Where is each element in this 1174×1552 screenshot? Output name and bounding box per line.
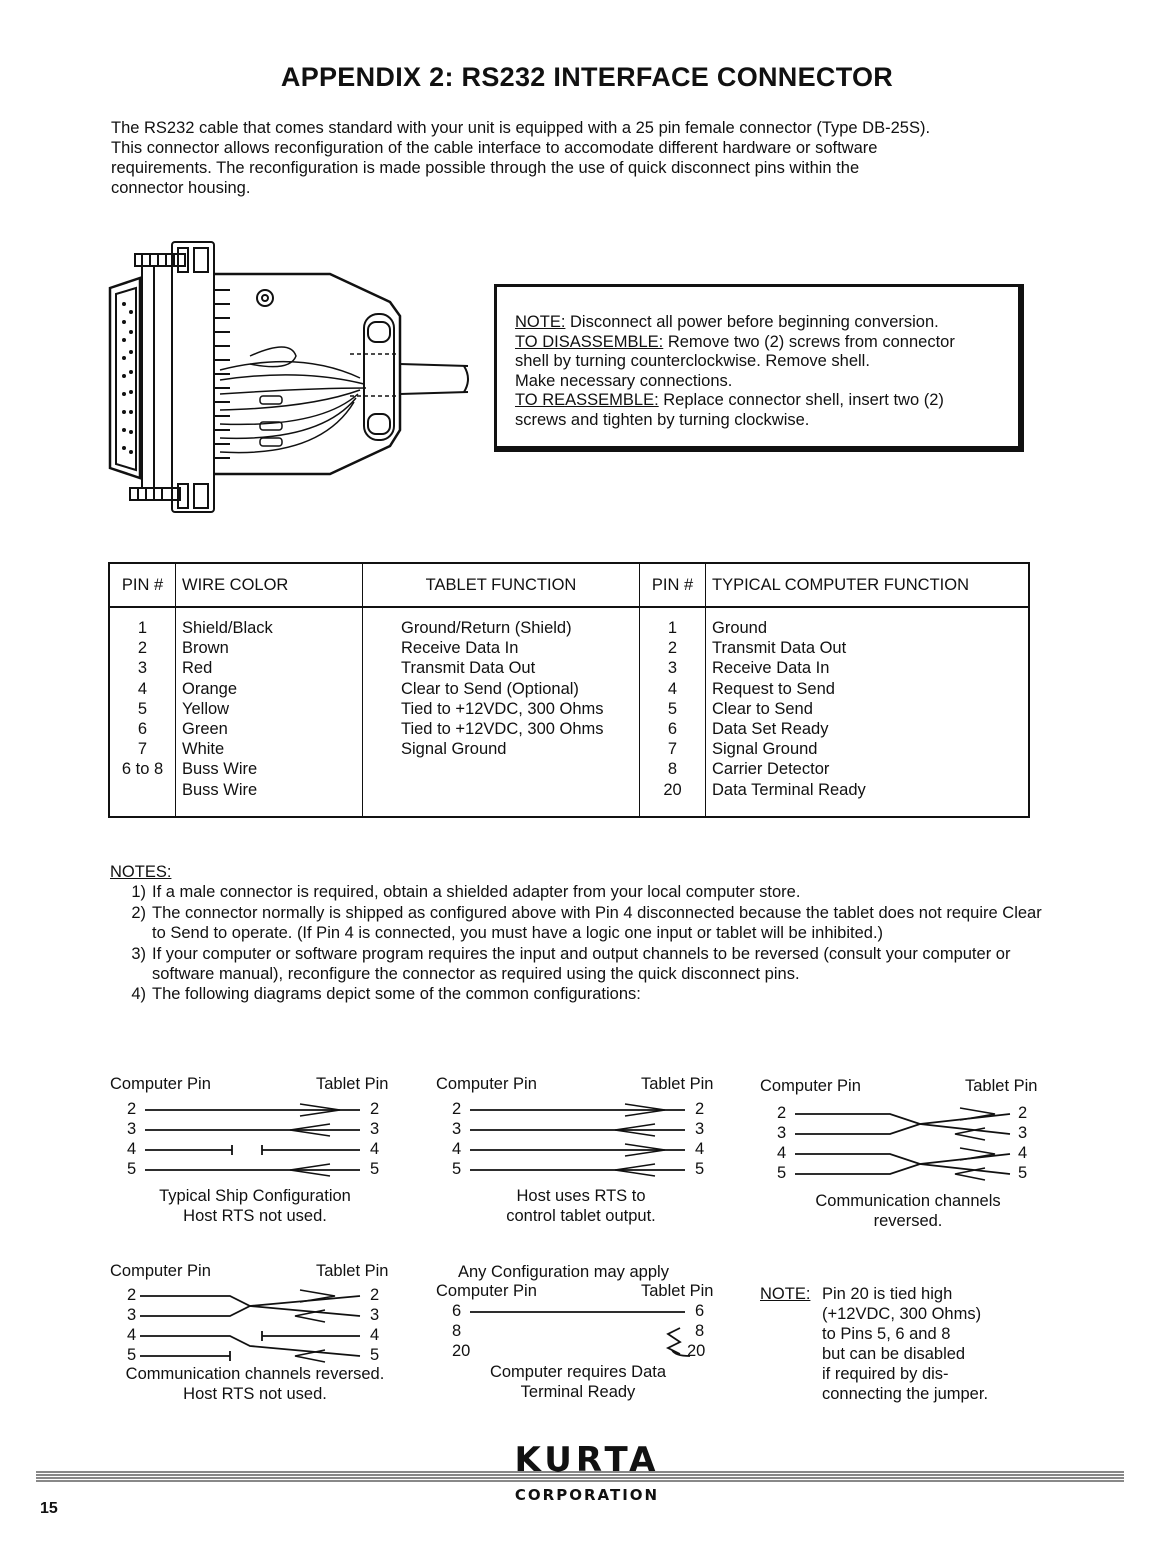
cpin-cell: 7 (667, 740, 678, 759)
pin-number: 5 (695, 1160, 705, 1178)
note-text: Replace connector shell, insert two (2) (658, 391, 944, 409)
computer-cell: Transmit Data Out (712, 639, 847, 658)
pin-cell: 7 (137, 740, 148, 759)
diagram-caption (100, 1364, 410, 1404)
pin-number: 4 (127, 1140, 137, 1158)
computer-pin-label: Computer Pin (110, 1075, 211, 1093)
note-item (108, 903, 1058, 944)
pin-number: 2 (127, 1100, 137, 1118)
pin-cell: 6 to 8 (121, 760, 164, 779)
pin-number: 2 (370, 1100, 380, 1118)
pin-cell: 1 (137, 619, 148, 637)
note-number: 1) (131, 883, 146, 902)
caption-line: Host RTS not used. (183, 1385, 327, 1403)
pin-number: 8 (452, 1322, 462, 1340)
wire-color-column (176, 607, 363, 817)
computer-cell: Clear to Send (712, 699, 813, 718)
computer-function-column (706, 607, 1030, 817)
note-line: screws and tighten by turning clockwise. (515, 410, 810, 429)
pin-number: 3 (370, 1120, 380, 1138)
pin-number: 5 (777, 1164, 787, 1182)
caption-line: Communication channels (815, 1192, 1001, 1210)
computer-pin-label: Computer Pin (436, 1282, 537, 1300)
note-label: NOTE: (515, 313, 566, 331)
note-number: 2) (131, 903, 146, 922)
tablet-pin-label: Tablet Pin (316, 1075, 389, 1093)
computer-cell: Data Terminal Ready (712, 780, 866, 799)
caption-line: Host uses RTS to (516, 1187, 646, 1205)
disassembly-note-box (494, 284, 1024, 452)
tablet-cell: Tied to +12VDC, 300 Ohms (401, 699, 604, 718)
header-wire-color: WIRE COLOR (176, 563, 363, 607)
notes-section (108, 862, 1058, 1005)
intro-line: connector housing. (111, 179, 251, 197)
note-line: but can be disabled (822, 1345, 966, 1363)
caption-line: control tablet output. (506, 1207, 656, 1225)
diagram-caption (760, 1191, 1056, 1231)
note-line: Make necessary connections. (515, 371, 733, 390)
pin-number: 3 (452, 1120, 462, 1138)
caption-line: Terminal Ready (520, 1383, 636, 1401)
tablet-cell: Signal Ground (401, 740, 507, 759)
note-text: Remove two (2) screws from connector (663, 332, 955, 351)
pin-number: 8 (695, 1322, 705, 1340)
diagram-caption (436, 1186, 726, 1226)
tablet-function-column (363, 607, 640, 817)
intro-line: The RS232 cable that comes standard with your unit is equipped with a 25 pin female connector (Type DB-25S). (111, 119, 931, 137)
caption-line: reversed. (873, 1212, 943, 1230)
pin-assignment-table (108, 562, 1030, 818)
note-line: (+12VDC, 300 Ohms) (822, 1305, 982, 1323)
pin-number: 4 (370, 1326, 380, 1344)
caption-line: Computer requires Data (489, 1363, 667, 1381)
pin-number: 5 (370, 1160, 380, 1178)
note-line: connecting the jumper. (822, 1385, 989, 1403)
page-title: APPENDIX 2: RS232 INTERFACE CONNECTOR (280, 62, 894, 92)
pin-number: 2 (1018, 1104, 1028, 1122)
cpin-cell: 5 (667, 699, 678, 718)
note-line: shell by turning counterclockwise. Remove shell. (515, 352, 870, 370)
pin-number: 20 (452, 1342, 471, 1360)
pin-number: 20 (687, 1342, 706, 1360)
note-line: to Pins 5, 6 and 8 (822, 1325, 951, 1343)
notes-heading: NOTES: (110, 863, 172, 881)
caption-line: Host RTS not used. (183, 1207, 327, 1225)
pin-cell: 2 (137, 639, 148, 658)
note-item (108, 944, 1058, 985)
computer-cell: Signal Ground (712, 740, 818, 759)
header-computer-function: TYPICAL COMPUTER FUNCTION (706, 563, 1030, 607)
header-pin: PIN # (109, 563, 176, 607)
intro-paragraph (111, 118, 1071, 198)
wire-cell: Red (182, 659, 213, 678)
any-config-label: Any Configuration may apply (458, 1263, 669, 1281)
pin-number: 4 (370, 1140, 380, 1158)
pin-number: 5 (127, 1160, 137, 1178)
note-text: Disconnect all power before beginning conversion. (565, 313, 939, 331)
tablet-pin-label: Tablet Pin (965, 1077, 1038, 1095)
wire-cell: Orange (182, 679, 238, 698)
pin-number: 3 (1018, 1124, 1028, 1142)
note-text: If a male connector is required, obtain a shielded adapter from your local computer store. (152, 883, 801, 902)
wire-cell: Buss Wire (182, 760, 258, 779)
pin-cell: 6 (137, 720, 148, 739)
cpin-cell: 2 (667, 639, 678, 658)
pin-number: 4 (452, 1140, 462, 1158)
diagram-caption (110, 1186, 400, 1226)
note-line (515, 333, 1018, 353)
wire-cell: White (182, 740, 225, 759)
note-line: if required by dis- (822, 1365, 949, 1383)
tablet-cell: Receive Data In (401, 639, 519, 658)
note-item (108, 984, 1058, 1004)
computer-cell: Data Set Ready (712, 720, 829, 739)
note-text: The connector normally is shipped as configured above with Pin 4 disconnected because the tablet does not require Clear to Send to operate. (If Pin 4 is connected, you must have a logic one input or tablet will be inhibited.) (152, 903, 1042, 943)
pin-number: 4 (127, 1326, 137, 1344)
tablet-pin-label: Tablet Pin (316, 1262, 389, 1280)
pin-number: 3 (127, 1306, 137, 1324)
tablet-pin-label: Tablet Pin (641, 1282, 714, 1300)
note-text: The following diagrams depict some of the common configurations: (152, 985, 641, 1004)
pin-number: 6 (695, 1302, 705, 1320)
pin-number: 4 (695, 1140, 705, 1158)
header-tablet-function: TABLET FUNCTION (363, 563, 640, 607)
note-number: 3) (131, 944, 146, 963)
pin20-note (760, 1284, 988, 1404)
reassemble-label: TO REASSEMBLE: (515, 391, 659, 409)
note-text: If your computer or software program requires the input and output channels to be reversed (consult your computer or software manual), reconfigure the connector as required using the quick disconnect pins. (152, 944, 1011, 984)
computer-cell: Request to Send (712, 679, 835, 698)
note-item (108, 882, 1058, 902)
pin-number: 3 (695, 1120, 705, 1138)
pin-cell: 3 (137, 659, 148, 678)
pin-number: 5 (452, 1160, 462, 1178)
pin-cell: 5 (137, 699, 148, 718)
wire-cell: Brown (182, 639, 229, 658)
kurta-logo (0, 1440, 1174, 1504)
pin-number: 2 (127, 1286, 137, 1304)
pin-number: 3 (777, 1124, 787, 1142)
computer-pin-label: Computer Pin (110, 1262, 211, 1280)
disassemble-label: TO DISASSEMBLE: (515, 332, 664, 351)
pin-number: 2 (777, 1104, 787, 1122)
logo-sub-text: CORPORATION (514, 1486, 660, 1504)
note-line (515, 313, 1018, 333)
pin-number: 3 (127, 1120, 137, 1138)
diagram-caption (436, 1362, 720, 1402)
table-body-row (109, 607, 1029, 817)
pin-cell: 4 (137, 679, 148, 698)
pin-column (109, 607, 176, 817)
header-computer-pin: PIN # (640, 563, 706, 607)
pin-number: 4 (777, 1144, 787, 1162)
computer-pin-label: Computer Pin (436, 1075, 537, 1093)
wire-cell: Buss Wire (182, 780, 258, 799)
intro-line: This connector allows reconfiguration of the cable interface to accomodate different hardware or software (111, 139, 878, 157)
note-label: NOTE: (760, 1285, 811, 1303)
wire-cell: Shield/Black (182, 619, 273, 637)
pin-number: 5 (1018, 1164, 1028, 1182)
cpin-cell: 8 (667, 760, 678, 779)
computer-pin-column (640, 607, 706, 817)
logo-main-text: KURTA (514, 1440, 660, 1480)
computer-pin-label: Computer Pin (760, 1077, 861, 1095)
pin-number: 2 (370, 1286, 380, 1304)
db25-connector-illustration (100, 238, 480, 518)
tablet-pin-label: Tablet Pin (641, 1075, 714, 1093)
note-line (515, 391, 1018, 411)
pin-number: 2 (452, 1100, 462, 1118)
cpin-cell: 4 (667, 679, 678, 698)
cpin-cell: 6 (667, 720, 678, 739)
pin-number: 5 (127, 1346, 137, 1364)
page-number: 15 (40, 1500, 58, 1517)
tablet-cell: Ground/Return (Shield) (401, 619, 572, 637)
pin-number: 6 (452, 1302, 462, 1320)
computer-cell: Ground (712, 619, 768, 637)
pin-number: 4 (1018, 1144, 1028, 1162)
table-header-row (109, 563, 1029, 607)
caption-line: Communication channels reversed. (125, 1365, 385, 1383)
pin-number: 5 (370, 1346, 380, 1364)
pin-number: 2 (695, 1100, 705, 1118)
intro-line: requirements. The reconfiguration is made possible through the use of quick disconnect pins within the (111, 159, 860, 177)
wire-cell: Yellow (182, 699, 230, 718)
note-line: Pin 20 is tied high (822, 1285, 953, 1303)
cpin-cell: 20 (663, 780, 682, 799)
tablet-cell: Clear to Send (Optional) (401, 679, 579, 698)
pin-number: 3 (370, 1306, 380, 1324)
tablet-cell: Tied to +12VDC, 300 Ohms (401, 720, 604, 739)
caption-line: Typical Ship Configuration (159, 1187, 351, 1205)
computer-cell: Carrier Detector (712, 760, 830, 779)
note-number: 4) (131, 985, 146, 1004)
tablet-cell: Transmit Data Out (401, 659, 536, 678)
computer-cell: Receive Data In (712, 659, 830, 678)
wire-cell: Green (182, 720, 228, 739)
note-body (822, 1284, 988, 1404)
cpin-cell: 1 (667, 619, 678, 637)
cpin-cell: 3 (667, 659, 678, 678)
